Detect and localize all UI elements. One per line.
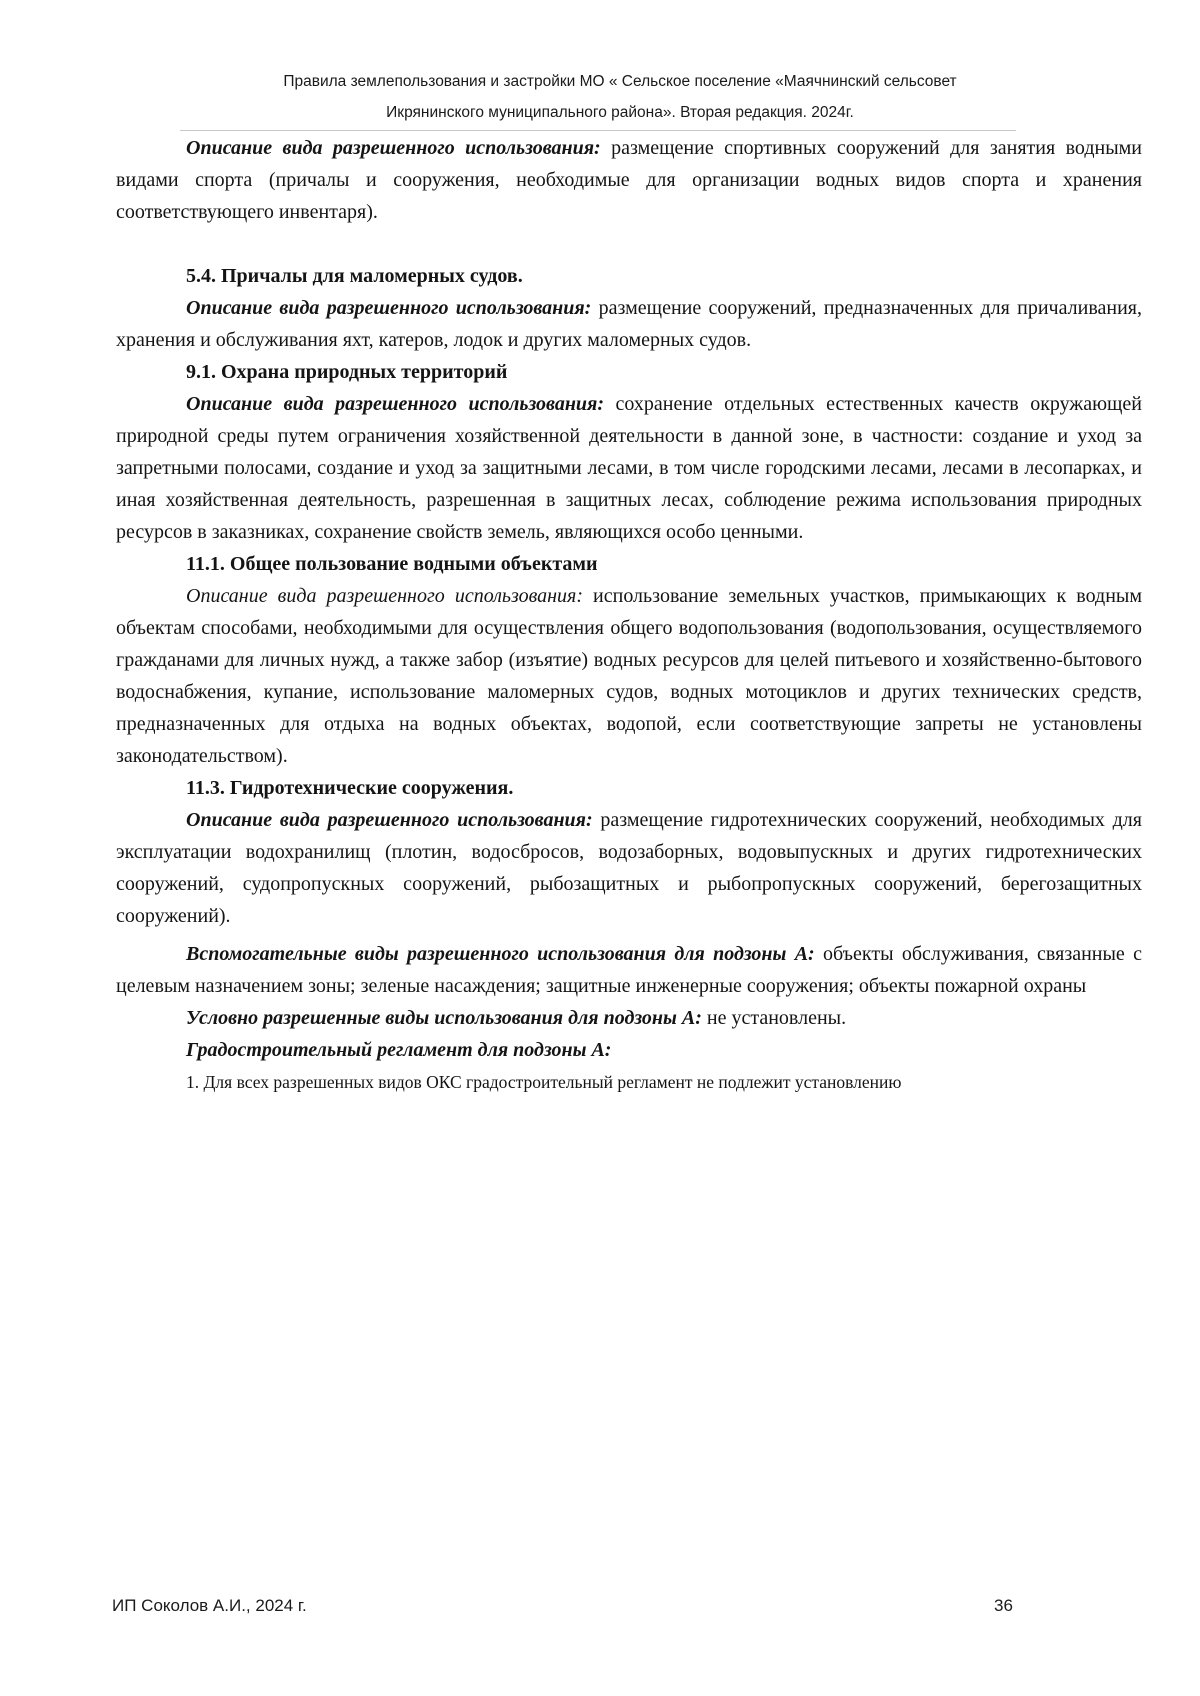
paragraph-text: использование земельных участков, примыкающих к водным объектам способами, необходимыми для осуществления общего водопользования (водопользования, осуществляемого гражданами для личных нужд, а также забор (изъятие) водных ресурсов для целей питьевого и хозяйственно-бытового водоснабжения, купание, использование маломерных судов, водных мотоциклов и других технических средств, предназначенных для отдыха на водных объектах, водопой, если соответствующие запреты не установлены законодательством). bbox=[116, 585, 1142, 767]
paragraph-label: Описание вида разрешенного использования: bbox=[186, 393, 605, 415]
paragraph-nature-protection bbox=[116, 388, 1142, 548]
paragraph-label: Градостроительный регламент для подзоны А: bbox=[186, 1039, 612, 1061]
paragraph-water-use bbox=[116, 580, 1142, 772]
paragraph-label: Описание вида разрешенного использования: bbox=[186, 297, 592, 319]
paragraph-text: объекты обслуживания, связанные с целевым назначением зоны; зеленые насаждения; защитные инженерные сооружения; объекты пожарной охраны bbox=[116, 943, 1142, 997]
paragraph-regulation-item-1: 1. Для всех разрешенных видов ОКС градостроительный регламент не подлежит установлению bbox=[186, 1072, 902, 1092]
paragraph-label: Вспомогательные виды разрешенного использования для подзоны А: bbox=[186, 943, 815, 965]
paragraph-text: не установлены. bbox=[701, 1007, 847, 1029]
paragraph-text: сохранение отдельных естественных качеств окружающей природной среды путем ограничения хозяйственной деятельности в данной зоне, в частности: создание и уход за запретными полосами, создание и уход за защитными лесами, в том числе городскими лесами, лесами в лесопарках, и иная хозяйственная деятельность, разрешенная в защитных лесах, соблюдение режима использования природных ресурсов в заказниках, сохранение свойств земель, являющихся особо ценными. bbox=[116, 393, 1142, 543]
paragraph-label: Описание вида разрешенного использования: bbox=[186, 585, 583, 607]
paragraph-moorings bbox=[116, 292, 1142, 356]
paragraph-hydro-structures bbox=[116, 804, 1142, 932]
paragraph-conditional-uses bbox=[116, 1002, 1142, 1034]
paragraph-text: размещение сооружений, предназначенных для причаливания, хранения и обслуживания яхт, катеров, лодок и других маломерных судов. bbox=[116, 297, 1143, 351]
paragraph-label: Описание вида разрешенного использования: bbox=[186, 809, 593, 831]
paragraph-auxiliary-uses bbox=[116, 938, 1142, 1002]
footer-author: ИП Соколов А.И., 2024 г. bbox=[112, 1596, 307, 1615]
section-heading-9-1: 9.1. Охрана природных территорий bbox=[186, 361, 508, 383]
spacer bbox=[116, 228, 1142, 260]
section-heading-5-4: 5.4. Причалы для маломерных судов. bbox=[186, 265, 523, 287]
paragraph-label: Описание вида разрешенного использования: bbox=[186, 137, 601, 159]
header-divider bbox=[180, 130, 1016, 131]
paragraph-text: размещение спортивных сооружений для занятия водными видами спорта (причалы и сооружения, необходимые для организации водных видов спорта и хранения соответствующего инвентаря). bbox=[116, 137, 1143, 223]
page-header bbox=[180, 66, 1060, 128]
header-line-1: Правила землепользования и застройки МО « Сельское поселение «Маячнинский сельсовет bbox=[283, 73, 957, 90]
section-heading-11-3: 11.3. Гидротехнические сооружения. bbox=[186, 777, 514, 799]
paragraph-regulation-heading bbox=[116, 1034, 1142, 1066]
document-body bbox=[116, 132, 1142, 1098]
paragraph-label: Условно разрешенные виды использования для подзоны А: bbox=[186, 1007, 702, 1029]
paragraph-text: размещение гидротехнических сооружений, необходимых для эксплуатации водохранилищ (плотин, водосбросов, водозаборных, водовыпускных и других гидротехнических сооружений, судопропускных сооружений, рыбозащитных и рыбопропускных сооружений, берегозащитных сооружений). bbox=[116, 809, 1142, 927]
section-heading-11-1: 11.1. Общее пользование водными объектами bbox=[186, 553, 598, 575]
header-line-2: Икрянинского муниципального района». Вторая редакция. 2024г. bbox=[386, 104, 854, 121]
page-number: 36 bbox=[994, 1596, 1013, 1615]
paragraph-water-sports bbox=[116, 132, 1142, 228]
